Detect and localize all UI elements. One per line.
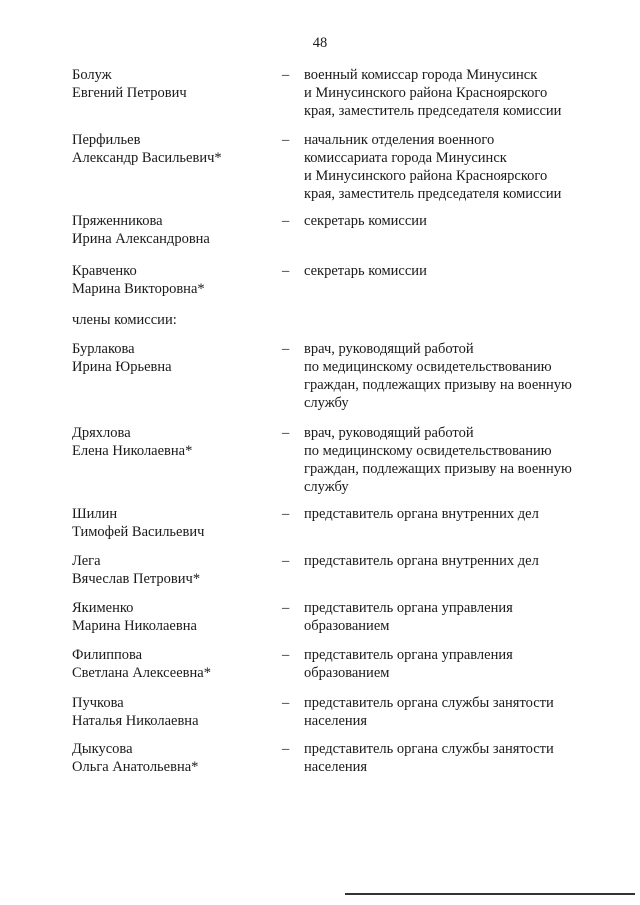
given-names: Тимофей Васильевич: [72, 524, 205, 540]
surname: Пряженникова: [72, 213, 163, 229]
role-line: комиссариата города Минусинск: [304, 150, 507, 166]
role-line: службу: [304, 395, 349, 411]
role-line: представитель органа внутренних дел: [304, 553, 539, 569]
given-names: Марина Николаевна: [72, 618, 197, 634]
surname: Якименко: [72, 600, 134, 616]
surname: Пучкова: [72, 695, 124, 711]
given-names: Александр Васильевич*: [72, 150, 222, 166]
role-line: представитель органа службы занятости: [304, 741, 554, 757]
surname: Перфильев: [72, 132, 141, 148]
role-line: граждан, подлежащих призыву на военную: [304, 377, 572, 393]
person-name: [72, 340, 272, 376]
role-line: населения: [304, 759, 368, 775]
surname: Дряхлова: [72, 425, 131, 441]
surname: Лега: [72, 553, 101, 569]
dash-separator: –: [282, 553, 290, 569]
role-line: секретарь комиссии: [304, 263, 427, 279]
given-names: Вячеслав Петрович*: [72, 571, 201, 587]
person-role: [304, 552, 604, 570]
person-role: [304, 694, 604, 730]
person-name: [72, 424, 272, 460]
dash-separator: –: [282, 741, 290, 757]
dash-separator: –: [282, 647, 290, 663]
given-names: Ольга Анатольевна*: [72, 759, 199, 775]
role-line: и Минусинского района Красноярского: [304, 168, 548, 184]
dash-separator: –: [282, 506, 290, 522]
dash-separator: –: [282, 600, 290, 616]
surname: Кравченко: [72, 263, 137, 279]
role-line: секретарь комиссии: [304, 213, 427, 229]
role-line: образованием: [304, 618, 390, 634]
role-line: и Минусинского района Красноярского: [304, 85, 548, 101]
person-name: [72, 262, 272, 298]
person-name: [72, 646, 272, 682]
role-line: представитель органа службы занятости: [304, 695, 554, 711]
given-names: Елена Николаевна*: [72, 443, 193, 459]
role-line: военный комиссар города Минусинск: [304, 67, 538, 83]
given-names: Евгений Петрович: [72, 85, 187, 101]
person-name: [72, 505, 272, 541]
given-names: Марина Викторовна*: [72, 281, 205, 297]
person-name: [72, 66, 272, 102]
dash-separator: –: [282, 263, 290, 279]
dash-separator: –: [282, 132, 290, 148]
surname: Бурлакова: [72, 341, 135, 357]
person-role: [304, 131, 604, 203]
role-line: представитель органа управления: [304, 647, 513, 663]
role-line: врач, руководящий работой: [304, 425, 474, 441]
bottom-rule: [345, 893, 635, 895]
given-names: Светлана Алексеевна*: [72, 665, 211, 681]
role-line: граждан, подлежащих призыву на военную: [304, 461, 572, 477]
page-number: 48: [312, 35, 328, 51]
person-role: [304, 340, 604, 412]
role-line: представитель органа внутренних дел: [304, 506, 539, 522]
role-line: врач, руководящий работой: [304, 341, 474, 357]
given-names: Ирина Юрьевна: [72, 359, 172, 375]
dash-separator: –: [282, 695, 290, 711]
person-name: [72, 131, 272, 167]
surname: Шилин: [72, 506, 118, 522]
role-line: службу: [304, 479, 349, 495]
person-role: [304, 740, 604, 776]
dash-separator: –: [282, 341, 290, 357]
surname: Болуж: [72, 67, 112, 83]
person-role: [304, 262, 604, 280]
person-name: [72, 552, 272, 588]
person-name: [72, 212, 272, 248]
dash-separator: –: [282, 425, 290, 441]
given-names: Наталья Николаевна: [72, 713, 199, 729]
role-line: образованием: [304, 665, 390, 681]
person-name: [72, 599, 272, 635]
surname: Дыкусова: [72, 741, 133, 757]
role-line: по медицинскому освидетельствованию: [304, 443, 552, 459]
person-role: [304, 424, 604, 496]
surname: Филиппова: [72, 647, 143, 663]
role-line: представитель органа управления: [304, 600, 513, 616]
given-names: Ирина Александровна: [72, 231, 210, 247]
dash-separator: –: [282, 213, 290, 229]
role-line: населения: [304, 713, 368, 729]
person-role: [304, 212, 604, 230]
members-heading: члены комиссии:: [72, 312, 177, 328]
person-role: [304, 505, 604, 523]
person-role: [304, 66, 604, 120]
role-line: по медицинскому освидетельствованию: [304, 359, 552, 375]
role-line: края, заместитель председателя комиссии: [304, 103, 562, 119]
role-line: края, заместитель председателя комиссии: [304, 186, 562, 202]
person-name: [72, 694, 272, 730]
person-name: [72, 740, 272, 776]
person-role: [304, 599, 604, 635]
dash-separator: –: [282, 67, 290, 83]
role-line: начальник отделения военного: [304, 132, 495, 148]
person-role: [304, 646, 604, 682]
